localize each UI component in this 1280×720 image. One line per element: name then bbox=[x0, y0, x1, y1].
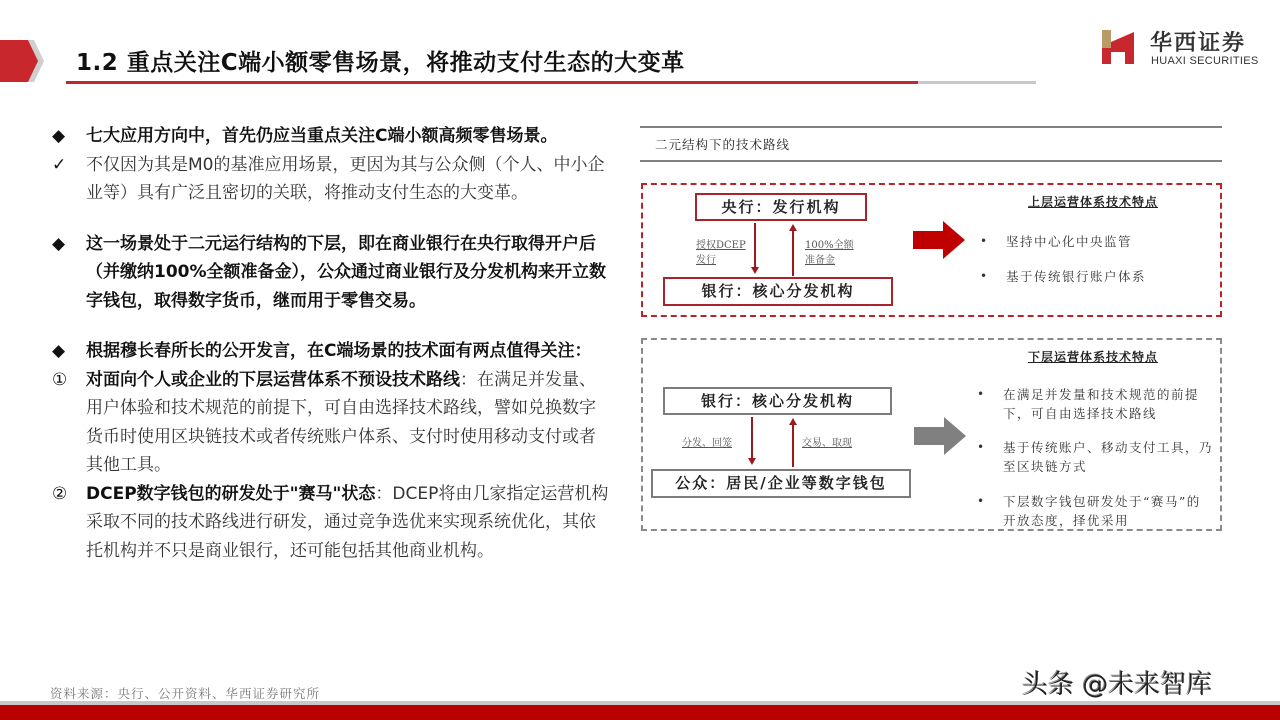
node-commercial-bank: 银行：核心分发机构 bbox=[663, 277, 893, 306]
upper-feature-1: • 坚持中心化中央监管 bbox=[980, 234, 1133, 249]
lower-feature-1: • 在满足并发量和技术规范的前提下，可自由选择技术路线 bbox=[977, 387, 1200, 421]
circled-one-icon: ① bbox=[52, 369, 68, 390]
arrow-up-icon bbox=[789, 418, 797, 425]
bullet-paragraph-1: ◆ 七大应用方向中，首先仍应当重点关注C端小额高频零售场景。 bbox=[50, 122, 610, 151]
watermark: 头条 @未来智库 bbox=[1022, 670, 1213, 700]
node-public-wallet: 公众：居民/企业等数字钱包 bbox=[651, 469, 911, 498]
logo-name-en: HUAXI SECURITIES bbox=[1151, 55, 1259, 67]
huaxi-logo-icon bbox=[1100, 28, 1136, 66]
arrow-down-icon bbox=[748, 458, 756, 465]
title-underline-gray bbox=[918, 81, 1036, 84]
edge-label-transact: 交易、取现 bbox=[802, 438, 852, 449]
diamond-bullet-icon: ◆ bbox=[52, 341, 66, 361]
diamond-bullet-icon: ◆ bbox=[52, 233, 66, 254]
diamond-bullet-icon: ◆ bbox=[52, 126, 66, 146]
upper-features-title: 上层运营体系技术特点 bbox=[1028, 195, 1159, 209]
distribute-arrow-line bbox=[751, 417, 753, 459]
lower-feature-2: • 基于传统账户、移动支付工具，乃至区块链方式 bbox=[977, 440, 1214, 474]
lower-feature-3: • 下层数字钱包研发处于“赛马”的开放态度，择优采用 bbox=[977, 494, 1201, 528]
logo-name-cn: 华西证券 bbox=[1150, 30, 1247, 56]
reserve-arrow-line bbox=[792, 231, 794, 276]
issue-arrow-line bbox=[754, 223, 756, 268]
source-note: 资料来源：央行、公开资料、华西证券研究所 bbox=[50, 686, 321, 701]
numbered-point-2: ② DCEP数字钱包的研发处于"赛马"状态：DCEP将由几家指定运营机构采取不同的技术路线进行研发，通过竞争选优来实现系统优化，其依托机构并不只是商业银行，还可能包括其他商业机构。 bbox=[50, 480, 610, 566]
company-logo bbox=[1100, 26, 1270, 70]
node-central-bank: 央行：发行机构 bbox=[695, 193, 867, 221]
arrow-down-icon bbox=[751, 267, 759, 274]
upper-feature-2: • 基于传统银行账户体系 bbox=[980, 269, 1147, 284]
section-tab-chevron-icon bbox=[0, 40, 44, 82]
gray-right-arrow-icon bbox=[914, 417, 966, 455]
check-paragraph: ✓ 不仅因为其是M0的基准应用场景，更因为其与公众侧（个人、中小企业等）具有广泛且密切的关联，将推动支付生态的大变革。 bbox=[50, 151, 610, 208]
bullet-paragraph-3: ◆ 根据穆长春所长的公开发言，在C端场景的技术面有两点值得关注： bbox=[50, 337, 610, 366]
checkmark-icon: ✓ bbox=[52, 154, 67, 175]
figure-caption-rule bbox=[640, 160, 1222, 162]
bullet-paragraph-2: ◆ 这一场景处于二元运行结构的下层，即在商业银行在央行取得开户后（并缴纳100%全额准备金），公众通过商业银行及分发机构来开立数字钱包，取得数字货币，继而用于零售交易。 bbox=[50, 230, 610, 316]
circled-two-icon: ② bbox=[52, 483, 68, 504]
edge-label-distribute: 分发、回笼 bbox=[682, 438, 732, 449]
page-title: 1.2 重点关注C端小额零售场景，将推动支付生态的大变革 bbox=[76, 50, 685, 76]
edge-label-reserve: 100%全额 准备金 bbox=[805, 240, 854, 266]
figure-caption: 二元结构下的技术路线 bbox=[655, 137, 791, 152]
red-right-arrow-icon bbox=[913, 221, 965, 259]
lower-features-title: 下层运营体系技术特点 bbox=[1028, 350, 1159, 364]
transact-arrow-line bbox=[792, 425, 794, 467]
node-commercial-bank-lower: 银行：核心分发机构 bbox=[663, 387, 892, 415]
arrow-up-icon bbox=[789, 224, 797, 231]
figure-top-rule bbox=[640, 126, 1222, 128]
body-text bbox=[50, 122, 610, 565]
edge-label-authorize: 授权DCEP 发行 bbox=[696, 240, 746, 266]
footer-red-bar bbox=[0, 705, 1280, 720]
numbered-point-1: ① 对面向个人或企业的下层运营体系不预设技术路线：在满足并发量、用户体验和技术规范的前提下，可自由选择技术路线，譬如兑换数字货币时使用区块链技术或者传统账户体系、支付时使用移动支付或者其他工具。 bbox=[50, 366, 610, 480]
title-underline bbox=[66, 81, 918, 84]
